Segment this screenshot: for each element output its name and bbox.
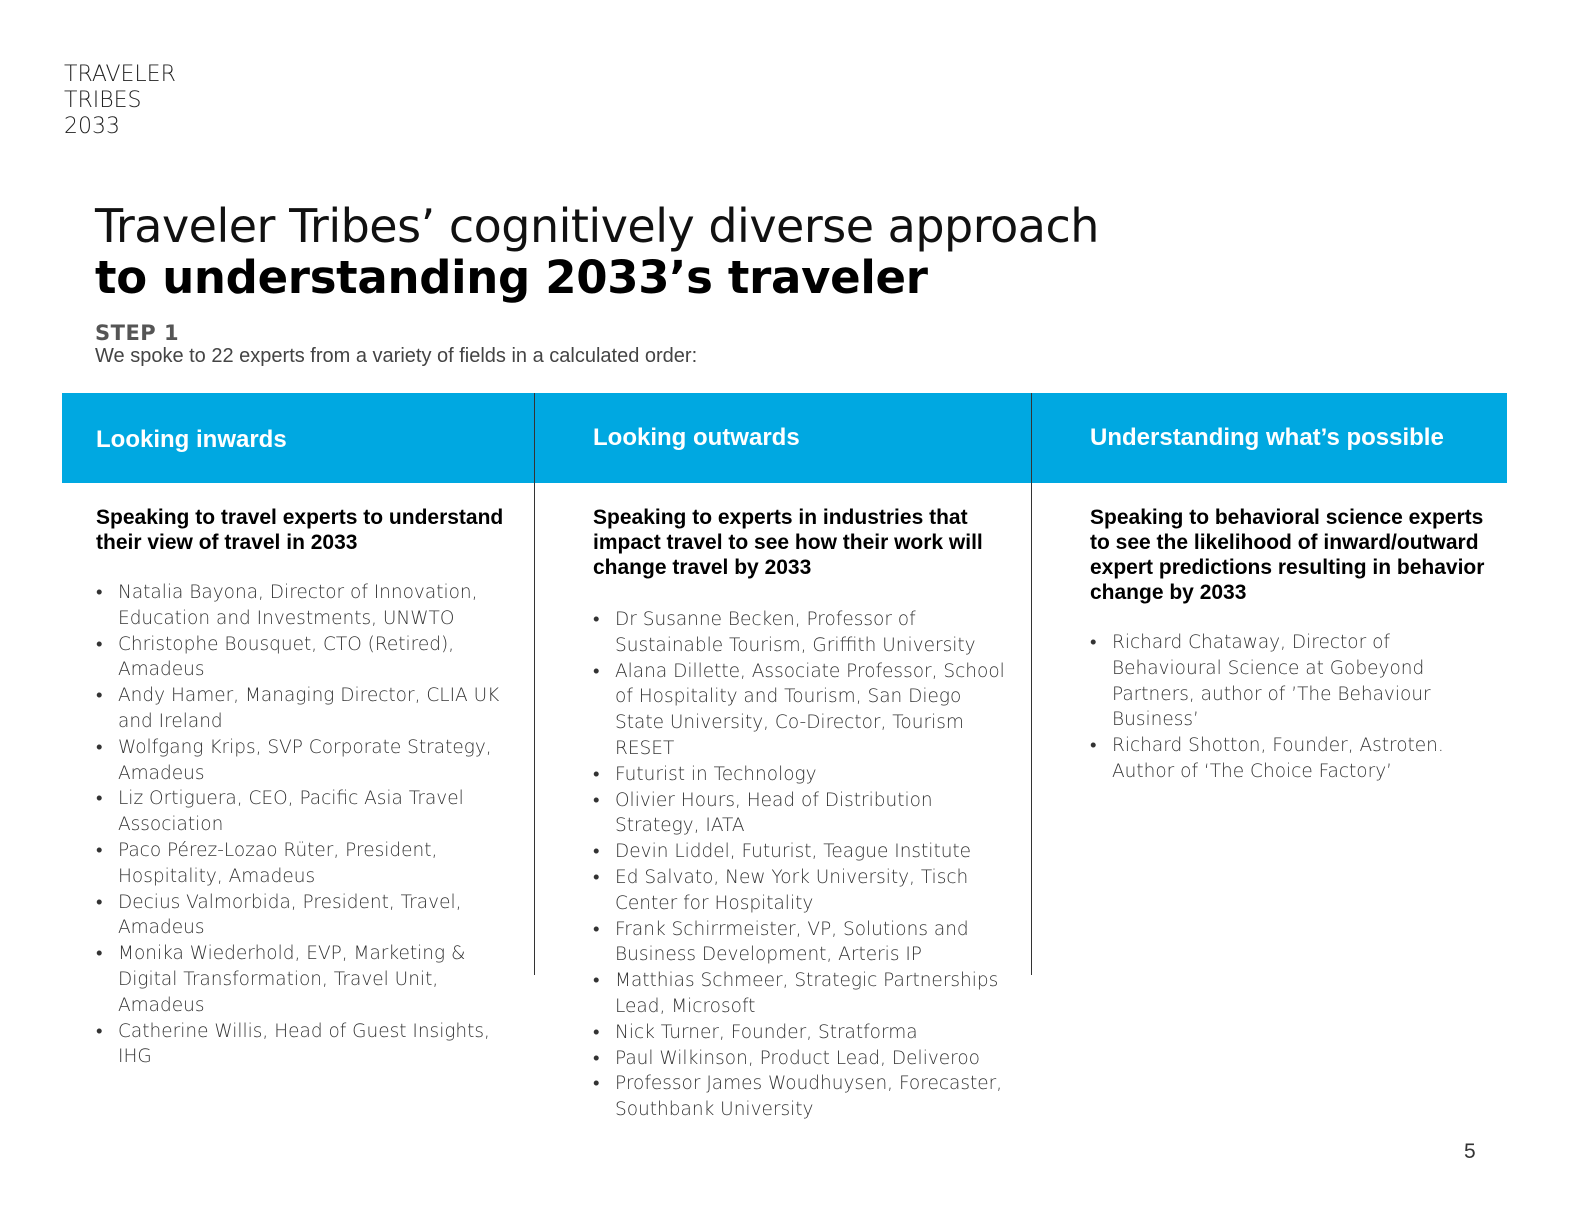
expert-list-item: • Ed Salvato, New York University, Tisch Center for Hospitality <box>593 865 1012 917</box>
expert-list <box>62 580 535 1070</box>
expert-list <box>535 607 1032 1123</box>
column-subheading: Speaking to behavioral science experts to see the likelihood of inward/outward expert predictions resulting in behavior change by 2033 <box>1090 506 1485 604</box>
column-subheading: Speaking to experts in industries that impact travel to see how their work will change travel by 2033 <box>593 506 983 579</box>
expert-list-item: • Paul Wilkinson, Product Lead, Deliveroo <box>593 1046 1012 1072</box>
expert-list-item: • Monika Wiederhold, EVP, Marketing & Digital Transformation, Travel Unit, Amadeus <box>96 941 515 1018</box>
expert-list-item: • Devin Liddel, Futurist, Teague Institute <box>593 839 1012 865</box>
expert-list-item: • Catherine Willis, Head of Guest Insights, IHG <box>96 1019 515 1071</box>
expert-list-item: • Nick Turner, Founder, Stratforma <box>593 1020 1012 1046</box>
column-subheading: Speaking to travel experts to understand their view of travel in 2033 <box>96 506 504 554</box>
step-intro <box>95 321 697 367</box>
expert-list-item: • Richard Chataway, Director of Behavioural Science at Gobeyond Partners, author of ’The Behaviour Business’ <box>1090 630 1499 733</box>
column-heading: Looking outwards <box>593 424 800 451</box>
step-label: STEP 1 <box>95 321 180 345</box>
page-number: 5 <box>1464 1140 1476 1163</box>
expert-list-item: • Frank Schirrmeister, VP, Solutions and Business Development, Arteris IP <box>593 917 1012 969</box>
page-title-light: Traveler Tribes’ cognitively diverse approach <box>95 199 1099 253</box>
column-understanding-possible <box>1032 393 1507 785</box>
expert-list-item: • Wolfgang Krips, SVP Corporate Strategy, Amadeus <box>96 735 515 787</box>
step-description: We spoke to 22 experts from a variety of fields in a calculated order: <box>95 345 698 367</box>
expert-list-item: • Matthias Schmeer, Strategic Partnerships Lead, Microsoft <box>593 968 1012 1020</box>
expert-list-item: • Natalia Bayona, Director of Innovation, Education and Investments, UNWTO <box>96 580 515 632</box>
expert-list-item: • Alana Dillette, Associate Professor, School of Hospitality and Tourism, San Diego State University, Co-Director, Tourism RESET <box>593 659 1012 762</box>
page-title <box>95 200 1195 304</box>
expert-list-item: • Andy Hamer, Managing Director, CLIA UK and Ireland <box>96 683 515 735</box>
column-heading: Looking inwards <box>96 426 287 453</box>
expert-list-item: • Christophe Bousquet, CTO (Retired), Amadeus <box>96 632 515 684</box>
brand-line-3: 2033 <box>64 114 120 139</box>
column-looking-outwards <box>535 393 1032 1123</box>
expert-list-item: • Liz Ortiguera, CEO, Pacific Asia Travel Association <box>96 786 515 838</box>
brand-line-2: TRIBES <box>64 88 142 113</box>
expert-list-item: • Olivier Hours, Head of Distribution Strategy, IATA <box>593 788 1012 840</box>
expert-list-item: • Futurist in Technology <box>593 762 1012 788</box>
brand-line-1: TRAVELER <box>64 62 176 87</box>
expert-list-item: • Dr Susanne Becken, Professor of Sustainable Tourism, Griffith University <box>593 607 1012 659</box>
expert-list-item: • Richard Shotton, Founder, Astroten. Author of ‘The Choice Factory’ <box>1090 733 1499 785</box>
expert-list-item: • Paco Pérez-Lozao Rüter, President, Hospitality, Amadeus <box>96 838 515 890</box>
expert-list-item: • Professor James Woudhuysen, Forecaster, Southbank University <box>593 1071 1012 1123</box>
page-title-bold: to understanding 2033’s traveler <box>95 251 928 304</box>
expert-list <box>1032 630 1507 785</box>
brand-wordmark <box>64 62 176 140</box>
column-heading: Understanding what’s possible <box>1090 424 1444 451</box>
column-looking-inwards <box>62 393 535 1070</box>
expert-list-item: • Decius Valmorbida, President, Travel, Amadeus <box>96 890 515 942</box>
